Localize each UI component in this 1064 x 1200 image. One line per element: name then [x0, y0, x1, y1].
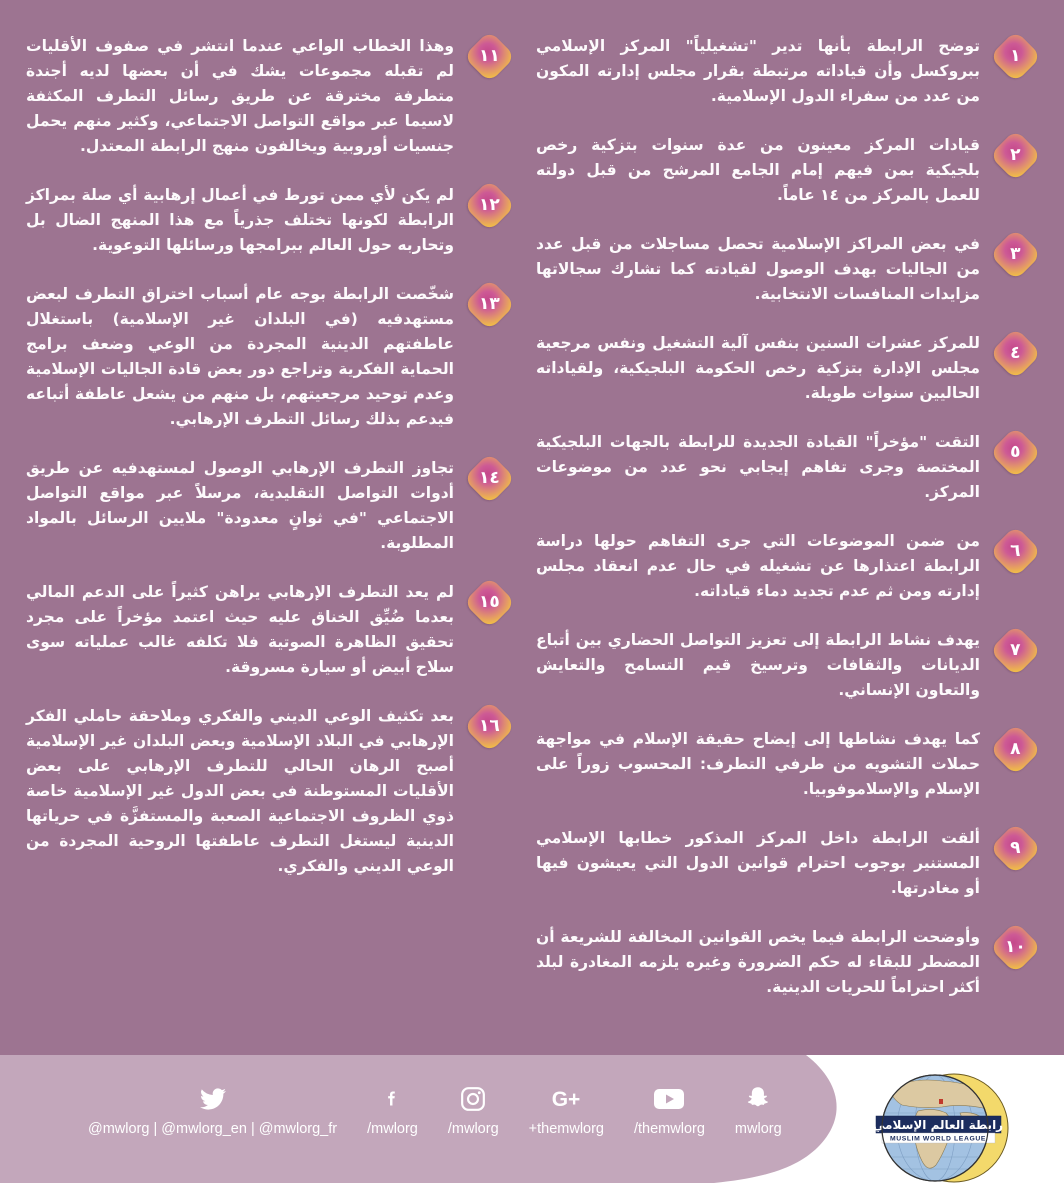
- point-number: ١٠: [1004, 937, 1026, 958]
- diamond-number-badge: [463, 576, 515, 628]
- point-marker: [466, 282, 512, 432]
- diamond-number-badge: [989, 525, 1041, 577]
- snapchat-icon: [745, 1085, 771, 1112]
- point-number: ٦: [1009, 541, 1021, 562]
- logo-arabic-name: رابطة العالم الإسلامي: [872, 1118, 1004, 1132]
- point-number: ٥: [1009, 442, 1021, 463]
- social-googleplus[interactable]: [529, 1085, 604, 1137]
- point-text: بعد تكثيف الوعي الديني والفكري وملاحقة حاملي الفكر الإرهابي في البلاد الإسلامية وبعض البلدان غير الإسلامية أصبح الرهان الحالي للتطرف الإرهابي على بعض الأقليات المستوطنة في بعض الدول غير الإسلامية خاصة ذوي الظروف الاجتماعية الصعبة والمستفزَّة في حرياتها الدينية ليستغل التطرف عاطفتها الروحية المجردة من الوعي الديني والفكري.: [26, 707, 454, 875]
- point-text: يهدف نشاط الرابطة إلى تعزيز التواصل الحضاري بين أتباع الديانات والثقافات وترسيخ قيم التسامح والتعايش والتعاون الإنساني.: [536, 631, 980, 699]
- mwl-logo: [842, 1069, 1042, 1187]
- point-text: قيادات المركز معينون من عدة سنوات بتزكية رخص بلجيكية بمن فيهم إمام الجامع المرشح من قبل دولته للعمل بالمركز من ١٤ عاماً.: [536, 136, 980, 204]
- diamond-number-badge: [989, 426, 1041, 478]
- point-marker: [466, 34, 512, 159]
- diamond-number-badge: [989, 921, 1041, 973]
- column-points-1-10: [536, 34, 1038, 1024]
- point-number: ٨: [1009, 739, 1021, 760]
- point-item-7: [536, 628, 1038, 703]
- point-text: كما يهدف نشاطها إلى إيضاح حقيقة الإسلام في مواجهة حملات التشويه من طرفي التطرف: المحسوب زوراً على الإسلام والإسلاموفوبيا.: [536, 730, 980, 798]
- diamond-number-badge: [989, 723, 1041, 775]
- point-number: ١١: [478, 46, 500, 67]
- point-text: للمركز عشرات السنين بنفس آلية التشغيل ونفس مرجعية مجلس الإدارة بتزكية رخص الحكومة البلجيكية، ولقياداته الحاليين سنوات طويلة.: [536, 334, 980, 402]
- diamond-number-badge: [989, 327, 1041, 379]
- twitter-icon: [198, 1085, 228, 1112]
- point-item-11: [26, 34, 512, 159]
- instagram-icon: [460, 1085, 486, 1112]
- two-column-layout: [26, 34, 1038, 1024]
- diamond-number-badge: [989, 129, 1041, 181]
- point-number: ١٣: [478, 294, 500, 315]
- point-number: ١٦: [478, 716, 500, 737]
- instagram-handle: /mwlorg: [447, 1121, 499, 1137]
- diamond-number-badge: [989, 624, 1041, 676]
- facebook-handle: /mwlorg: [367, 1121, 418, 1137]
- social-youtube[interactable]: [634, 1085, 705, 1137]
- point-marker: [466, 456, 512, 556]
- point-marker: [992, 34, 1038, 109]
- point-marker: [992, 925, 1038, 1000]
- point-text: وهذا الخطاب الواعي عندما انتشر في صفوف الأقليات لم تقبله مجموعات يشك في أن بعضها لديه أجندة متطرفة مخترقة عن طريق رسائل التطرف المكثفة لاسيما عبر مواقع التواصل الاجتماعي، وكثير منهم يحمل جنسيات أوروبية ويخالفون منهج الرابطة المعتدل.: [26, 37, 454, 155]
- point-marker: [992, 133, 1038, 208]
- diamond-number-badge: [463, 278, 515, 330]
- point-number: ١٤: [478, 468, 500, 489]
- footer: [0, 1055, 1064, 1200]
- point-text: من ضمن الموضوعات التي جرى التفاهم حولها دراسة الرابطة اعتذارها عن تشغيله في حال عدم انعقاد مجلس إدارته ومن ثم عدم تجديد دماء قياداته.: [536, 532, 980, 600]
- social-facebook[interactable]: [367, 1085, 418, 1137]
- social-instagram[interactable]: [448, 1085, 499, 1137]
- point-marker: [992, 331, 1038, 406]
- facebook-icon: [385, 1085, 399, 1112]
- point-item-6: [536, 529, 1038, 604]
- point-number: ٩: [1009, 838, 1021, 859]
- point-item-9: [536, 826, 1038, 901]
- point-marker: [992, 826, 1038, 901]
- point-marker: [992, 430, 1038, 505]
- point-text: توضح الرابطة بأنها تدير "تشغيلياً" المركز الإسلامي ببروكسل وأن قياداته مرتبطة بقرار مجلس إدارته المكون من عدد من سفراء الدول الإسلامية.: [536, 37, 980, 105]
- point-text: لم يكن لأي ممن تورط في أعمال إرهابية أي صلة بمراكز الرابطة لكونها تختلف جذرياً مع هذا المنهج الضال بل وتحاربه حول العالم ببرامجها ورسائلها التوعوية.: [26, 186, 454, 254]
- point-item-14: [26, 456, 512, 556]
- googleplus-icon: [546, 1085, 586, 1112]
- point-marker: [992, 529, 1038, 604]
- point-item-12: [26, 183, 512, 258]
- youtube-icon: [653, 1085, 685, 1112]
- googleplus-handle: +themwlorg: [528, 1121, 604, 1137]
- point-text: في بعض المراكز الإسلامية تحصل مساجلات من قبل عدد من الجاليات بهدف الوصول لقيادته كما تشارك سجالاتها مزايدات المنافسات الانتخابية.: [536, 235, 980, 303]
- point-item-2: [536, 133, 1038, 208]
- point-marker: [466, 183, 512, 258]
- point-text: ألقت الرابطة داخل المركز المذكور خطابها الإسلامي المستنير بوجوب احترام قوانين الدول التي يعيشون فيها أو مغادرتها.: [536, 829, 980, 897]
- diamond-number-badge: [463, 700, 515, 752]
- point-text: لم يعد التطرف الإرهابي يراهن كثيراً على الدعم المالي بعدما ضُيِّق الخناق عليه حيث اعتمد مؤخراً على مجرد تحقيق الظاهرة الصوتية فلا تكلفه غالب عملياته سوى سلاح أبيض أو سيارة مسروقة.: [26, 583, 454, 676]
- point-item-13: [26, 282, 512, 432]
- point-text: وأوضحت الرابطة فيما يخص القوانين المخالفة للشريعة أن المضطر للبقاء له حكم الضرورة وغيره يلزمه المغادرة لبلد أكثر احتراماً للحريات الدينية.: [536, 928, 980, 996]
- point-number: ٤: [1009, 343, 1021, 364]
- googleplus-glyph: G+: [552, 1087, 581, 1111]
- point-marker: [466, 580, 512, 680]
- mwl-logo-globe: [842, 1069, 1042, 1187]
- point-item-10: [536, 925, 1038, 1000]
- column-points-11-16: [26, 34, 512, 1024]
- diamond-number-badge: [463, 179, 515, 231]
- social-twitter[interactable]: [88, 1085, 337, 1137]
- point-number: ١٥: [478, 592, 500, 613]
- point-number: ٢: [1009, 145, 1021, 166]
- point-text: تجاوز التطرف الإرهابي الوصول لمستهدفيه عن طريق أدوات التواصل التقليدية، مرسلاً عبر مواقع التواصل الاجتماعي "في ثوانٍ معدودة" ملايين الرسائل بالمواد المطلوبة.: [26, 459, 454, 552]
- point-marker: [992, 628, 1038, 703]
- point-item-3: [536, 232, 1038, 307]
- point-number: ٧: [1009, 640, 1021, 661]
- snapchat-handle: mwlorg: [734, 1121, 782, 1137]
- point-marker: [992, 232, 1038, 307]
- youtube-handle: /themwlorg: [634, 1121, 705, 1137]
- point-item-8: [536, 727, 1038, 802]
- logo-english-name: MUSLIM WORLD LEAGUE: [890, 1135, 986, 1143]
- point-item-5: [536, 430, 1038, 505]
- social-snapchat[interactable]: [735, 1085, 782, 1137]
- point-text: التقت "مؤخراً" القيادة الجديدة للرابطة بالجهات البلجيكية المختصة وجرى تفاهم إيجابي نحو عدد من موضوعات المركز.: [536, 433, 980, 501]
- point-marker: [992, 727, 1038, 802]
- point-item-16: [26, 704, 512, 879]
- point-number: ٣: [1009, 244, 1021, 265]
- point-number: ١٢: [478, 195, 500, 216]
- point-item-15: [26, 580, 512, 680]
- social-links-row: [88, 1085, 782, 1137]
- diamond-number-badge: [989, 228, 1041, 280]
- point-item-1: [536, 34, 1038, 109]
- diamond-number-badge: [989, 822, 1041, 874]
- point-item-4: [536, 331, 1038, 406]
- point-marker: [466, 704, 512, 879]
- diamond-number-badge: [989, 30, 1041, 82]
- point-number: ١: [1009, 46, 1021, 67]
- diamond-number-badge: [463, 452, 515, 504]
- point-text: شخّصت الرابطة بوجه عام أسباب اختراق التطرف لبعض مستهدفيه (في البلدان غير الإسلامية) باستغلال عاطفتهم الدينية المجردة من الوعي وضعف برامج الحماية الفكرية وتراجع دور بعض قادة الجاليات الإسلامية وعدم توحيد مرجعيتهم، بل منهم من يشعل عاطفة أتباعه فيدعم بذلك رسائل التطرف الإرهابي.: [26, 285, 454, 428]
- diamond-number-badge: [463, 30, 515, 82]
- twitter-handle: @mwlorg | @mwlorg_en | @mwlorg_fr: [88, 1121, 338, 1137]
